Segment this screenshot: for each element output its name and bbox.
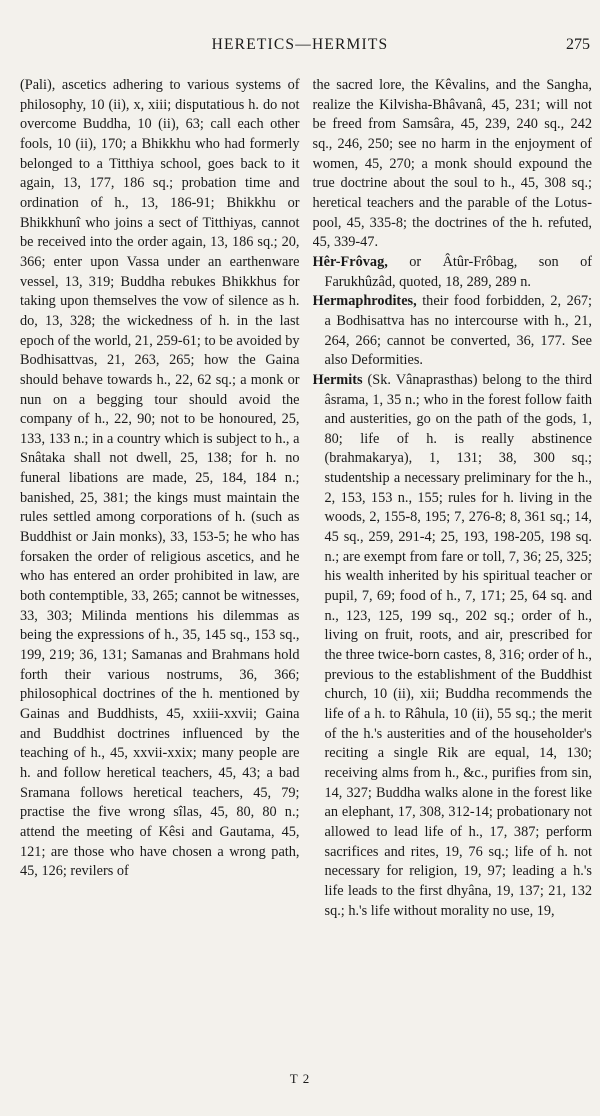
entry-headword: Hêr-Frôvag, — [312, 253, 388, 270]
entry-body: (Sk. Vânaprasthas) belong to the third âsrama, 1, 35 n.; who in the forest follow faith and austerities, go on the path of the gods, 1, 80; life of h. is really abstinence (brahmakarya), 1, 131; 38, 300 sq.; studentship a necessary preliminary for the h., 2, 153, 153 n., 155; rules for h. living in the woods, 2, 155-8, 195; 7, 276-8; 8, 361 sq.; 14, 45 sq., 259, 291-4; 25, 193, 198-205, 198 sq. n.; are exempt from fare or toll, 7, 36; 25, 325; his wealth inherited by his spiritual teacher or pupil, 7, 69; food of h., 7, 171; 25, 64 sq. and n., 123, 125, 199 sq., 202 sq.; order of h., living on fruit, roots, and air, prescribed for the three twice-born castes, 8, 316; order of h., previous to the establishment of the Buddhist church, 10 (ii), xii; Buddha recommends the life of a h. to Râhula, 10 (ii), 55 sq.; the merit of the h.'s austerities and of the householder's reciting a single Rik are equal, 14, 130; receiving alms from h., &c., purifies from sin, 14, 327; Buddha walks alone in the forest like an elephant, 17, 308, 312-14; probationary not allowed to lead life of h., 17, 387; perform sacrifices and rites, 19, 76 sq.; life of h. not necessary for religion, 19, 97; leading a h.'s life leads to the first dhyâna, 19, 137; 21, 132 sq.; h.'s life without morality no use, 19, — [324, 371, 592, 919]
signature-mark: T 2 — [289, 1071, 311, 1086]
entry-headword: Hermaphrodites, — [312, 293, 417, 310]
left-column — [20, 76, 300, 1066]
running-head: HERETICS—HERMITS — [211, 36, 389, 53]
index-columns — [20, 76, 592, 1066]
index-entry-hermaphrodites — [313, 292, 593, 371]
page-number: 275 — [566, 36, 590, 53]
index-entry-heretics-continued: (Pali), ascetics adhering to various systems of philosophy, 10 (ii), x, xiii; disputatious h. do not overcome Buddha, 10 (ii), 63; call each other fools, 10 (ii), 170; a Bhikkhu who had formerly belonged to a Titthiya school, goes back to it again, 13, 177, 186 sq.; probation time and ordination of h., 13, 186-91; Bhikkhu or Bhikkhunî who joins a sect of Titthiyas, cannot be received into the order again, 13, 186 sq.; 20, 366; enter upon Vassa under an earthenware vessel, 13, 319; Buddha rebukes Bhikkhus for taking upon themselves the vow of silence as h. do, 13, 328; the wickedness of h. in the last epoch of the world, 21, 259-61; to be avoided by Bodhisattvas, 21, 263, 265; how the Gaina should behave towards h., 22, 62 sq.; a monk or nun on a begging tour should avoid the company of h., 22, 90; not to be honoured, 25, 133, 133 n.; in a country which is subject to h., a Snâtaka shall not dwell, 25, 138; for h. no funeral libations are made, 25, 184, 184 n.; banished, 25, 381; the kings must maintain the rules settled among corporations of h. (such as Buddhist or Jain monks), 33, 153-5; he who has forsaken the order of religious ascetics, and he who has entered an order prohibited in law, are both contemptible, 33, 265; cannot be witnesses, 33, 303; Milinda mentions his dilemmas as being the expressions of h., 35, 145 sq., 153 sq., 199, 219; 36, 131; Samanas and Brahmans hold forth their various nostrums, 36, 366; philosophical doctrines of the h. mentioned by Gainas and Buddhists, 45, xxiii-xxvii; Gaina and Buddhist doctrines influenced by the teaching of h., 45, xxvii-xxix; many people are h. and follow heretical teachers, 45, 43; a bad Sramana follows heretical teachers, 45, 79; practise the five wrong sîlas, 45, 80, 80 n.; attend the meeting of Kêsi and Gautama, 45, 121; are those who have chosen a wrong path, 45, 126; revilers of — [20, 77, 300, 880]
index-entry-hermits — [313, 371, 593, 921]
entry-headword: Hermits — [312, 371, 363, 388]
entry-body: their food forbidden, 2, 267; a Bodhisattva has no intercourse with h., 21, 264, 266; cannot be converted, 36, 177. See also Deformities. — [324, 293, 592, 369]
right-column — [313, 76, 593, 1066]
index-entry-her-frovag — [313, 253, 593, 292]
index-entry-heretics-continued: the sacred lore, the Kêvalins, and the Sangha, realize the Kilvisha-Bhâvanâ, 45, 231; will not be freed from Samsâra, 45, 239, 240 sq., 242 sq., 246, 250; see no harm in the enjoyment of women, 45, 270; a monk should expound the true doctrine about the soul to h., 45, 308 sq.; heretical teachers and the parable of the Lotus-pool, 45, 335-8; the doctrines of the h. refuted, 45, 339-47. — [312, 77, 592, 251]
page-header — [0, 36, 600, 58]
entry-body: or Âtûr-Frôbag, son of Farukhûzâd, quoted, 18, 289, 289 n. — [324, 253, 592, 290]
